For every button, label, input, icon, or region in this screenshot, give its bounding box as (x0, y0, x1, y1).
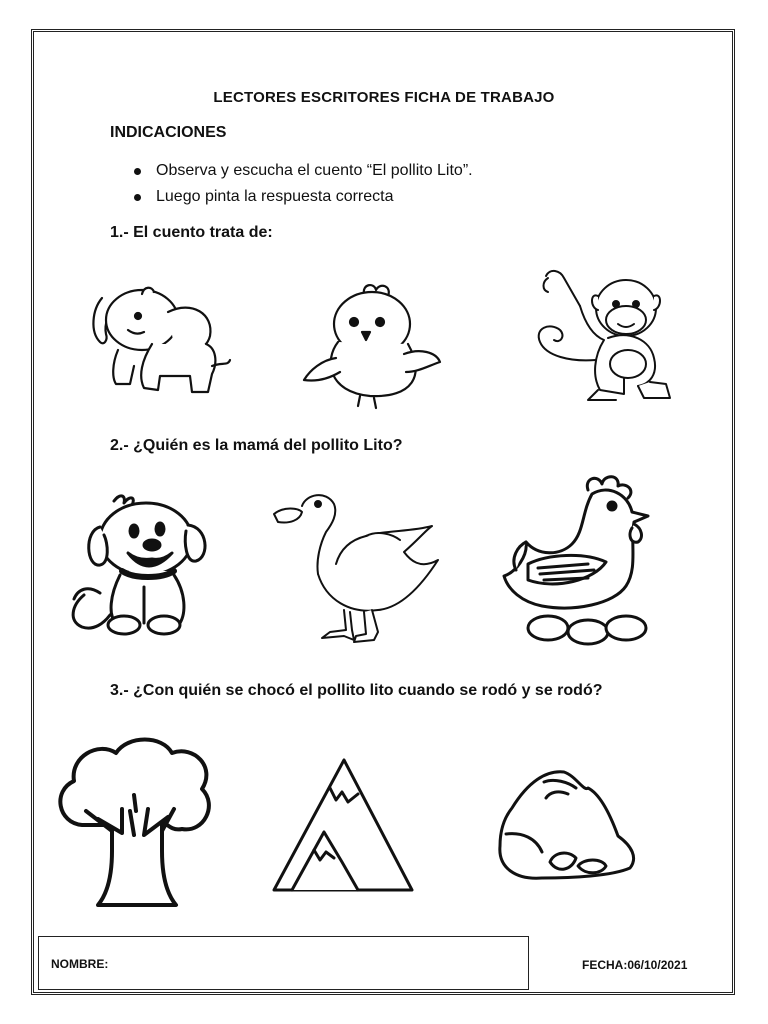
monkey-icon[interactable] (520, 266, 680, 406)
bullet-icon (134, 194, 141, 201)
worksheet-title: LECTORES ESCRITORES FICHA DE TRABAJO (213, 89, 555, 106)
duck-icon[interactable] (270, 490, 450, 650)
name-field[interactable] (38, 936, 529, 990)
question-1-label: 1.- El cuento trata de: (110, 224, 273, 241)
hen-icon[interactable] (498, 472, 658, 652)
chick-icon[interactable] (300, 280, 445, 412)
bullet-icon (134, 168, 141, 175)
elephant-icon[interactable] (82, 280, 242, 416)
instruction-item: Luego pinta la respuesta correcta (130, 186, 473, 212)
question-2-label: 2.- ¿Quién es la mamá del pollito Lito? (110, 437, 403, 454)
question-3-label: 3.- ¿Con quién se chocó el pollito lito cuando se rodó y se rodó? (110, 682, 603, 699)
instructions-list (130, 160, 473, 212)
rock-icon[interactable] (492, 762, 642, 897)
instructions-heading: INDICACIONES (110, 124, 227, 141)
tree-icon[interactable] (52, 735, 217, 910)
name-label: NOMBRE: (51, 957, 109, 971)
instruction-item: Observa y escucha el cuento “El pollito Lito”. (130, 160, 473, 186)
puppy-icon[interactable] (64, 487, 214, 637)
date-label: FECHA:06/10/2021 (582, 958, 688, 972)
mountain-icon[interactable] (262, 752, 422, 897)
